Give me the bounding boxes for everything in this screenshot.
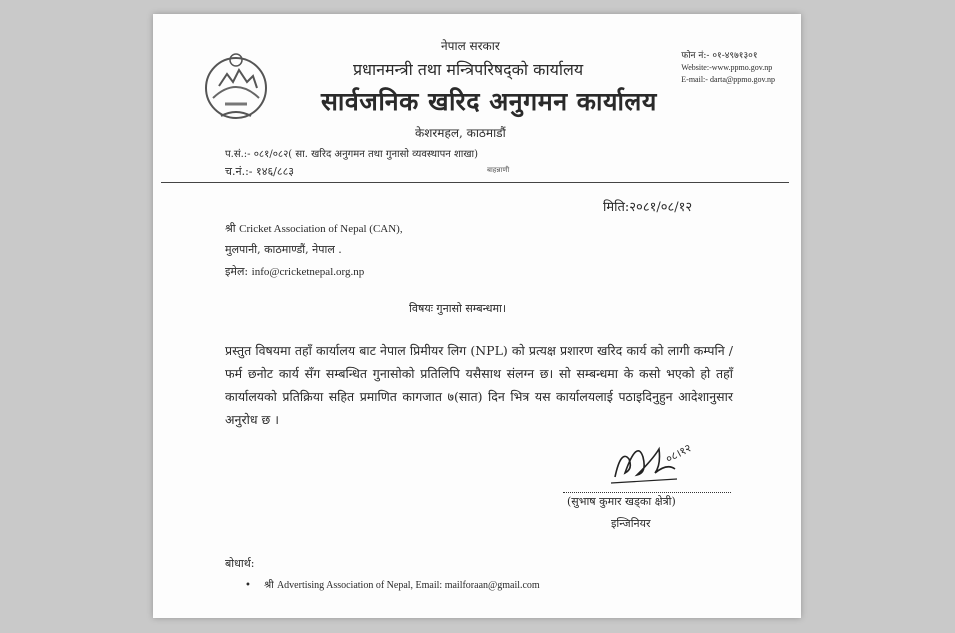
email-label: इमेल: bbox=[225, 265, 249, 278]
bullet-icon: • bbox=[245, 580, 251, 591]
signature-icon bbox=[607, 429, 707, 489]
header-divider bbox=[161, 182, 789, 183]
letter-body: प्रस्तुत विषयमा तहाँ कार्यालय बाट नेपाल प्रिमीयर लिग (NPL) को प्रत्यक्ष प्रशारण खरिद कार्य को लागी कम्पनि / फर्म छनोट कार्य सँग सम्बन्धित गुनासोको प्रतिलिपि यसैसाथ संलग्न छ। सो सम्बन्धमा के कसो भएको हो तहाँ कार्यालयको प्रतिक्रिया सहित प्रमाणित कागजात ७(सात) दिन भित्र यस कार्यालयलाई पठाइदिनुहुन आदेशानुसार अनुरोध छ । bbox=[225, 343, 733, 427]
gov-name: नेपाल सरकार bbox=[441, 39, 500, 53]
email-value: info@cricketnepal.org.np bbox=[251, 266, 365, 278]
signature-date: ०८।१२ bbox=[663, 441, 694, 466]
phone: फोन नं:- ०१-४९७१३०१ bbox=[681, 51, 758, 61]
letter-date: मिति:२०८१/०८/१२ bbox=[603, 200, 693, 215]
email: E-mail:- darta@ppmo.gov.np bbox=[681, 75, 775, 84]
recipient-org: Cricket Association of Nepal (CAN), bbox=[239, 223, 403, 235]
website: Website:-www.ppmo.gov.np bbox=[681, 63, 773, 72]
nepal-emblem-icon bbox=[201, 46, 271, 124]
letter-subject: विषयः गुनासो सम्बन्धमा। bbox=[409, 302, 507, 315]
signatory-name: (सुभाष कुमार खड्का क्षेत्री) bbox=[567, 495, 676, 508]
cc-label: बोधार्थ: bbox=[225, 557, 255, 570]
reference-number: प.सं.:- ०८१/०८२( सा. खरिद अनुगमन तथा गुनासो व्यवस्थापन शाखा) bbox=[225, 149, 479, 160]
recipient-address: मुलपानी, काठमाण्डौं, नेपाल . bbox=[225, 243, 342, 256]
recipient-email bbox=[225, 264, 364, 279]
office-parent: प्रधानमन्त्री तथा मन्त्रिपरिषद्को कार्यालय bbox=[353, 60, 584, 79]
letter-page bbox=[153, 14, 801, 618]
cc-prefix: श्री bbox=[264, 580, 274, 591]
cc-text: Advertising Association of Nepal, Email: mailforaan@gmail.com bbox=[276, 580, 540, 591]
signatory-title: इन्जिनियर bbox=[611, 517, 651, 530]
office-address: केशरमहल, काठमाडौं bbox=[415, 126, 506, 140]
cc-item bbox=[245, 577, 540, 591]
signature-line bbox=[563, 492, 731, 493]
recipient-name bbox=[225, 221, 403, 236]
office-name: सार्वजनिक खरिद अनुगमन कार्यालय bbox=[321, 87, 657, 116]
stamp-text: बाहन्नाणी bbox=[487, 166, 510, 174]
recipient-prefix: श्री bbox=[225, 222, 236, 235]
contact-block bbox=[681, 50, 775, 86]
dispatch-number: च.नं.:- १४६/८८३ bbox=[225, 165, 295, 178]
